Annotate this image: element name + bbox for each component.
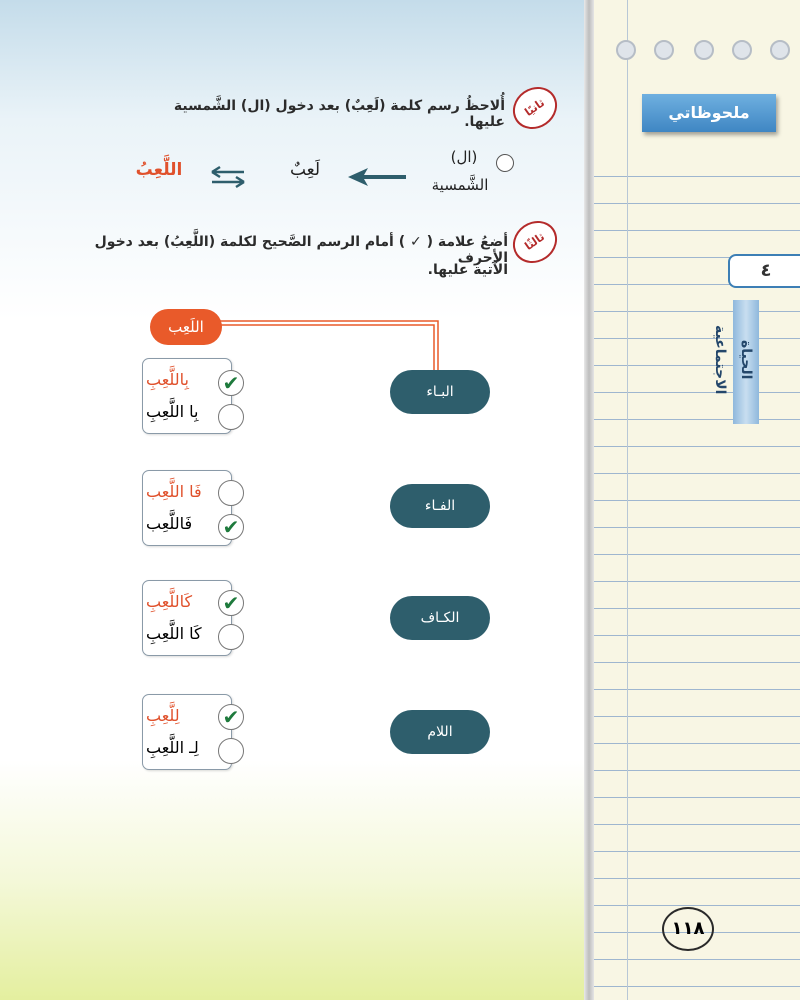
empty-check-circle[interactable] <box>218 738 244 764</box>
check-icon[interactable]: ✔ <box>218 704 244 730</box>
option-b: فَاللَّعِب <box>146 514 193 533</box>
page-number: ١١٨ <box>662 907 714 951</box>
option-a: بِاللَّعِبِ <box>146 370 189 389</box>
binder-hole <box>770 40 790 60</box>
arrow-left-icon <box>346 166 408 188</box>
options-card <box>142 694 232 770</box>
word-plain: لَعِبٌ <box>289 160 321 180</box>
option-b: بِا اللَّعِبِ <box>146 402 199 421</box>
binder-hole <box>654 40 674 60</box>
letter-pill: اللام <box>390 710 490 754</box>
al-label: (ال) <box>450 148 478 166</box>
option-a: كَاللَّعِبِ <box>146 592 193 611</box>
options-card <box>142 470 232 546</box>
notebook-spine <box>584 0 594 1000</box>
letter-pill: الكـاف <box>390 596 490 640</box>
al-subtitle: الشَّمسية <box>431 176 489 194</box>
notes-banner: ملحوظاتي <box>642 94 776 132</box>
empty-check-circle[interactable] <box>218 404 244 430</box>
word-result: اللَّعِبُ <box>135 160 183 180</box>
options-card <box>142 580 232 656</box>
binder-hole <box>694 40 714 60</box>
option-a: لِلَّعِبِ <box>146 706 180 725</box>
section-badge: ثالثًا <box>505 212 566 271</box>
letter-pill: الفـاء <box>390 484 490 528</box>
binder-hole <box>732 40 752 60</box>
empty-check-circle[interactable] <box>218 624 244 650</box>
notes-margin-line <box>627 0 628 1000</box>
notes-column <box>592 0 800 1000</box>
empty-check-circle[interactable] <box>218 480 244 506</box>
check-icon[interactable]: ✔ <box>218 514 244 540</box>
option-a: فَا اللَّعِب <box>146 482 202 501</box>
exchange-arrows-icon <box>208 164 248 190</box>
binder-hole <box>616 40 636 60</box>
top-label: اللَعِب <box>150 309 222 345</box>
chapter-number: ٤ <box>728 254 800 288</box>
check-icon[interactable]: ✔ <box>218 590 244 616</box>
section-badge: ثانيًا <box>505 78 566 137</box>
check-icon[interactable]: ✔ <box>218 370 244 396</box>
option-b: لِـ اللَّعِبِ <box>146 738 199 757</box>
instruction-1: أُلاحظُ رسم كلمة (لَعِبٌ) بعد دخول (ال) الشَّمسية عليها. <box>173 98 505 130</box>
instruction-2-line1: أضعُ علامة ( ✓ ) أمام الرسم الصَّحيح لكلمة (اللَّعِبُ) بعد دخول الأحرف <box>94 234 508 266</box>
connector-line <box>220 318 444 378</box>
letter-pill: البـاء <box>390 370 490 414</box>
al-circle <box>496 154 514 172</box>
option-b: كَا اللَّعِبِ <box>146 624 202 643</box>
instruction-2-line2: الآتية عليها. <box>427 262 508 278</box>
chapter-title: الحياة الاجتماعية <box>712 325 754 395</box>
